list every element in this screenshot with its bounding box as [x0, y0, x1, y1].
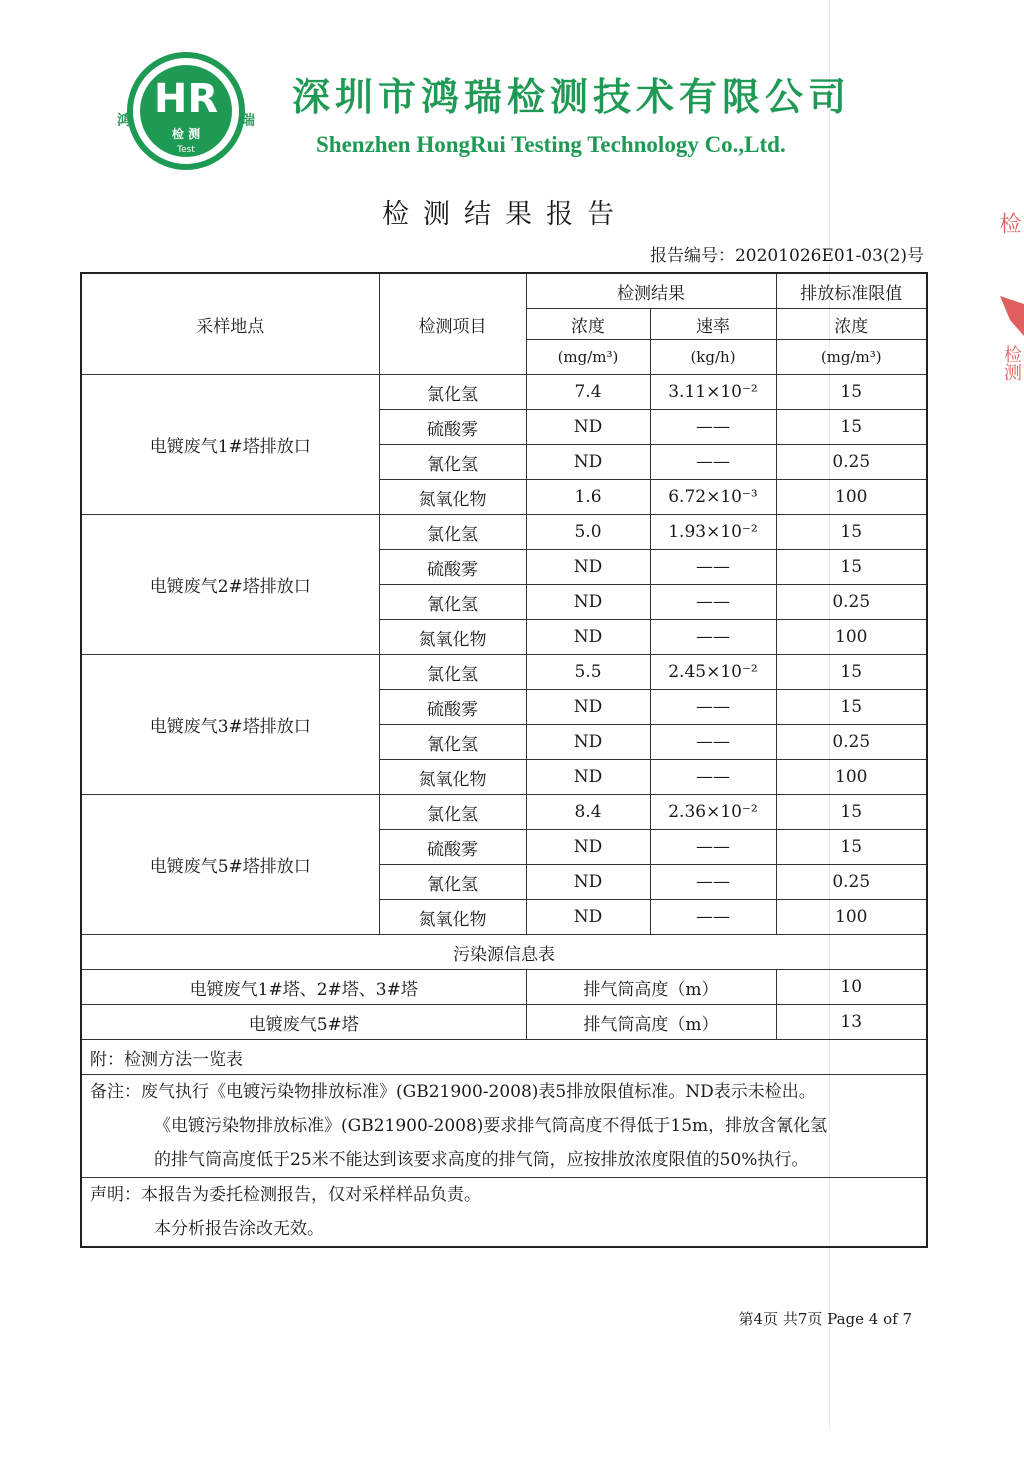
limit-value: 0.25 [776, 445, 927, 480]
limit-value: 15 [776, 550, 927, 585]
test-item: 氰化氢 [379, 585, 526, 620]
test-item: 氰化氢 [379, 725, 526, 760]
concentration-value: ND [526, 620, 650, 655]
page-footer: 第4页 共7页 Page 4 of 7 [738, 1310, 912, 1328]
header-rate-unit: (kg/h) [650, 340, 776, 375]
test-item: 氮氧化物 [379, 620, 526, 655]
header-rate: 速率 [650, 309, 776, 340]
rate-value: —— [650, 445, 776, 480]
concentration-value: ND [526, 830, 650, 865]
svg-text:Test: Test [177, 145, 195, 155]
header-concentration: 浓度 [526, 309, 650, 340]
limit-value: 15 [776, 795, 927, 830]
rate-value: 1.93×10⁻² [650, 515, 776, 550]
source-info-row [81, 1005, 927, 1040]
test-item: 硫酸雾 [379, 550, 526, 585]
test-item: 氯化氢 [379, 795, 526, 830]
test-item: 氰化氢 [379, 865, 526, 900]
svg-text:HR: HR [153, 76, 219, 122]
test-item: 氮氧化物 [379, 760, 526, 795]
source-parameter: 排气筒高度（m） [526, 970, 776, 1005]
rate-value: 6.72×10⁻³ [650, 480, 776, 515]
concentration-value: ND [526, 585, 650, 620]
source-info-title: 污染源信息表 [81, 935, 927, 970]
rate-value: 2.45×10⁻² [650, 655, 776, 690]
report-title: 检测结果报告 [382, 199, 628, 230]
svg-text:鸿: 鸿 [117, 113, 131, 129]
limit-value: 15 [776, 690, 927, 725]
rate-value: —— [650, 725, 776, 760]
remarks-line-1: 废气执行《电镀污染物排放标准》(GB21900-2008)表5排放限值标准。ND表示未检出。 [141, 1082, 816, 1102]
remarks-block [81, 1075, 927, 1178]
rate-value: 2.36×10⁻² [650, 795, 776, 830]
concentration-value: 1.6 [526, 480, 650, 515]
test-item: 硫酸雾 [379, 830, 526, 865]
rate-value: —— [650, 690, 776, 725]
limit-value: 15 [776, 515, 927, 550]
sampling-location: 电镀废气3#塔排放口 [81, 655, 379, 795]
header-result: 检测结果 [526, 273, 776, 309]
concentration-value: ND [526, 900, 650, 935]
rate-value: 3.11×10⁻² [650, 375, 776, 410]
rate-value: —— [650, 550, 776, 585]
concentration-value: 8.4 [526, 795, 650, 830]
table-row [81, 795, 927, 830]
concentration-value: ND [526, 445, 650, 480]
concentration-value: ND [526, 410, 650, 445]
concentration-value: 7.4 [526, 375, 650, 410]
stamp-fragment-bottom: 检测 [1001, 345, 1022, 381]
svg-text:瑞: 瑞 [241, 113, 255, 129]
stamp-star-icon [1000, 296, 1024, 342]
limit-value: 100 [776, 620, 927, 655]
test-item: 氯化氢 [379, 515, 526, 550]
concentration-value: 5.5 [526, 655, 650, 690]
limit-value: 100 [776, 900, 927, 935]
test-item: 氯化氢 [379, 375, 526, 410]
appendix-note: 附：检测方法一览表 [81, 1040, 927, 1075]
company-name-en: Shenzhen HongRui Testing Technology Co.,Ltd. [316, 132, 786, 157]
limit-value: 0.25 [776, 865, 927, 900]
test-item: 氯化氢 [379, 655, 526, 690]
limit-value: 15 [776, 375, 927, 410]
rate-value: —— [650, 410, 776, 445]
company-logo [116, 50, 256, 172]
concentration-value: ND [526, 865, 650, 900]
remarks-line-3: 的排气筒高度低于25米不能达到该要求高度的排气筒，应按排放浓度限值的50%执行。 [154, 1150, 809, 1170]
header-location: 采样地点 [81, 273, 379, 375]
header-item: 检测项目 [379, 273, 526, 375]
remarks-line-2: 《电镀污染物排放标准》(GB21900-2008)要求排气筒高度不得低于15m，排放含氰化氢 [154, 1116, 828, 1136]
statement-block [81, 1178, 927, 1248]
header-limit-concentration: 浓度 [776, 309, 927, 340]
statement-line-2: 本分析报告涂改无效。 [154, 1219, 324, 1239]
limit-value: 0.25 [776, 585, 927, 620]
limit-value: 0.25 [776, 725, 927, 760]
sampling-location: 电镀废气1#塔排放口 [81, 375, 379, 515]
source-name: 电镀废气1#塔、2#塔、3#塔 [81, 970, 526, 1005]
statement-label: 声明： [90, 1185, 141, 1205]
report-number: 报告编号：20201026E01-03(2)号 [649, 246, 924, 266]
rate-value: —— [650, 585, 776, 620]
rate-value: —— [650, 830, 776, 865]
test-item: 氮氧化物 [379, 480, 526, 515]
results-table [80, 272, 928, 1248]
concentration-value: ND [526, 725, 650, 760]
table-row [81, 515, 927, 550]
source-info-row [81, 970, 927, 1005]
statement-line-1: 本报告为委托检测报告，仅对采样样品负责。 [141, 1185, 481, 1205]
header-limit-unit: (mg/m³) [776, 340, 927, 375]
table-row [81, 375, 927, 410]
test-item: 氮氧化物 [379, 900, 526, 935]
concentration-value: 5.0 [526, 515, 650, 550]
limit-value: 100 [776, 480, 927, 515]
rate-value: —— [650, 865, 776, 900]
sampling-location: 电镀废气5#塔排放口 [81, 795, 379, 935]
company-name-cn: 深圳市鸿瑞检测技术有限公司 [292, 75, 852, 119]
concentration-value: ND [526, 550, 650, 585]
limit-value: 15 [776, 830, 927, 865]
source-parameter: 排气筒高度（m） [526, 1005, 776, 1040]
svg-text:检 测: 检 测 [171, 127, 201, 141]
rate-value: —— [650, 760, 776, 795]
sampling-location: 电镀废气2#塔排放口 [81, 515, 379, 655]
test-item: 硫酸雾 [379, 410, 526, 445]
rate-value: —— [650, 620, 776, 655]
stamp-fragment-top: 检 [996, 212, 1021, 234]
limit-value: 15 [776, 655, 927, 690]
header-conc-unit: (mg/m³) [526, 340, 650, 375]
source-value: 13 [776, 1005, 927, 1040]
rate-value: —— [650, 900, 776, 935]
remarks-label: 备注： [90, 1082, 141, 1102]
source-name: 电镀废气5#塔 [81, 1005, 526, 1040]
test-item: 氰化氢 [379, 445, 526, 480]
test-item: 硫酸雾 [379, 690, 526, 725]
concentration-value: ND [526, 760, 650, 795]
source-value: 10 [776, 970, 927, 1005]
limit-value: 100 [776, 760, 927, 795]
table-row [81, 655, 927, 690]
header-limit: 排放标准限值 [776, 273, 927, 309]
concentration-value: ND [526, 690, 650, 725]
limit-value: 15 [776, 410, 927, 445]
